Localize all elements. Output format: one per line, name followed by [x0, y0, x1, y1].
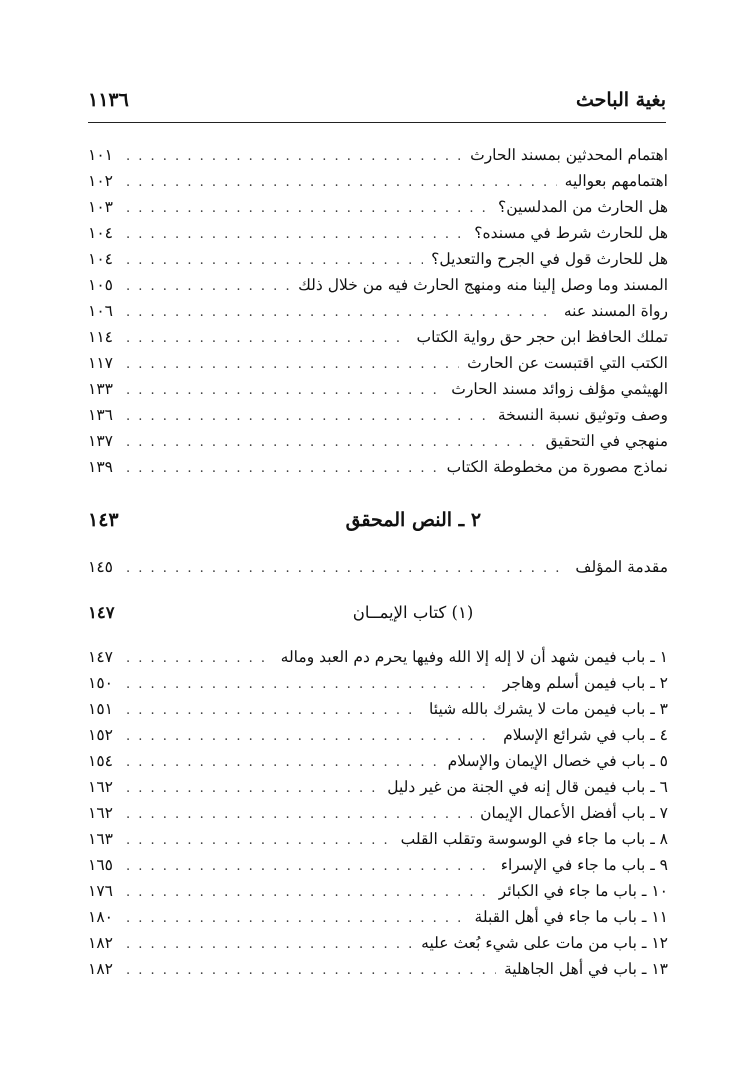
leader-dots [126, 776, 379, 802]
toc-entry-title: ١٣ ـ باب في أهل الجاهلية [503, 960, 668, 978]
leader-dots [126, 430, 538, 456]
leader-dots [126, 724, 495, 750]
leader-dots [126, 456, 439, 482]
toc-entry [88, 696, 668, 722]
toc-entry-title: رواة المسند عنه [563, 302, 668, 320]
toc-entry [88, 826, 668, 852]
toc-entry-title: هل للحارث شرط في مسنده؟ [474, 224, 668, 242]
toc-entry-title: الكتب التي اقتبست عن الحارث [467, 354, 668, 372]
toc-entry-title: المسند وما وصل إلينا منه ومنهج الحارث فيه من خلال ذلك [298, 276, 668, 294]
leader-dots [126, 802, 472, 828]
toc-entry [88, 272, 668, 298]
toc-entry-page: ١٠١ [88, 146, 113, 164]
leader-dots [126, 698, 421, 724]
toc-entry [88, 376, 668, 402]
toc-entry-page: ١٠٤ [88, 224, 113, 242]
toc-entry-title: مقدمة المؤلف [575, 558, 668, 576]
toc-entry-page: ١٦٢ [88, 804, 113, 822]
toc-entry [88, 454, 668, 480]
toc-entry [88, 670, 668, 696]
toc-entry-page: ١٦٣ [88, 830, 113, 848]
book-heading [88, 594, 668, 630]
toc-entry [88, 878, 668, 904]
leader-dots [126, 378, 443, 404]
leader-dots [126, 828, 393, 854]
leader-dots [126, 672, 495, 698]
toc-entry-page: ١٥١ [88, 700, 113, 718]
toc-entry-page: ١٤٧ [88, 648, 113, 666]
toc-entry [88, 722, 668, 748]
toc-entry-title: وصف وتوثيق نسبة النسخة [497, 406, 668, 424]
toc-entry-page: ١٣٦ [88, 406, 113, 424]
toc-entry-title: ٤ ـ باب في شرائع الإسلام [503, 726, 668, 744]
toc-entry [88, 904, 668, 930]
header-rule [88, 122, 666, 123]
leader-dots [126, 906, 467, 932]
leader-dots [126, 144, 462, 170]
leader-dots [126, 958, 496, 984]
toc-entry-page: ١٥٠ [88, 674, 113, 692]
toc-entry-title: ٩ ـ باب ما جاء في الإسراء [500, 856, 668, 874]
toc-entry-page: ١٧٦ [88, 882, 113, 900]
leader-dots [126, 300, 556, 326]
toc-entry-page: ١٤٥ [88, 558, 113, 576]
toc-entry-page: ١٣٩ [88, 458, 113, 476]
toc-entry [88, 428, 668, 454]
toc-entry [88, 748, 668, 774]
toc-entry-title: ١١ ـ باب ما جاء في أهل القبلة [474, 908, 668, 926]
chapter-list [88, 644, 668, 982]
toc-entry [88, 220, 668, 246]
leader-dots [126, 854, 493, 880]
book-title-heading: (١) كتاب الإيمــان [352, 602, 474, 622]
toc-entry-page: ١٨٢ [88, 960, 113, 978]
leader-dots [126, 196, 490, 222]
toc-entry-page: ١٠٢ [88, 172, 113, 190]
leader-dots [126, 404, 490, 430]
toc-entry-page: ١٣٣ [88, 380, 113, 398]
toc-entry-title: هل الحارث من المدلسين؟ [497, 198, 668, 216]
leader-dots [126, 646, 273, 672]
toc-entry-page: ١٦٥ [88, 856, 113, 874]
toc-entry-title: اهتمامهم بعواليه [564, 172, 668, 190]
leader-dots [126, 222, 466, 248]
toc-entry-title: ٨ ـ باب ما جاء في الوسوسة وتقلب القلب [400, 830, 668, 848]
leader-dots [126, 248, 423, 274]
toc-entry-title: هل للحارث قول في الجرح والتعديل؟ [431, 250, 668, 268]
toc-entry [88, 774, 668, 800]
toc-entry-page: ١٣٧ [88, 432, 113, 450]
leader-dots [126, 750, 440, 776]
toc-entry [88, 930, 668, 956]
toc-entry-title: ٢ ـ باب فيمن أسلم وهاجر [502, 674, 668, 692]
toc-entry-page: ١٥٤ [88, 752, 113, 770]
book-title: بغية الباحث [576, 89, 666, 111]
leader-dots [126, 274, 290, 300]
toc-entry-title: ٥ ـ باب في خصال الإيمان والإسلام [447, 752, 668, 770]
toc-entry [88, 324, 668, 350]
toc-entry [88, 402, 668, 428]
toc-entry-page: ١٠٥ [88, 276, 113, 294]
leader-dots [126, 932, 413, 958]
running-head [88, 86, 666, 114]
section-title: ٢ ـ النص المحقق [345, 509, 482, 531]
toc-entry-title: ١٢ ـ باب من مات على شيء بُعث عليه [421, 934, 668, 952]
page-number: ١١٣٦ [88, 89, 129, 111]
toc-entry-page: ١٨٠ [88, 908, 113, 926]
toc-entry-page: ١٨٢ [88, 934, 113, 952]
toc-entry [88, 246, 668, 272]
section-page: ١٤٣ [88, 509, 119, 531]
leader-dots [126, 326, 409, 352]
toc-entry [88, 168, 668, 194]
toc-entry-page: ١١٤ [88, 328, 113, 346]
leader-dots [126, 352, 459, 378]
toc-entry [88, 350, 668, 376]
toc-entry-title: منهجي في التحقيق [545, 432, 668, 450]
toc-entry [88, 644, 668, 670]
toc-entry-page: ١٦٢ [88, 778, 113, 796]
table-of-contents [88, 142, 668, 982]
toc-entry-title: الهيثمي مؤلف زوائد مسند الحارث [451, 380, 668, 398]
toc-entry-page: ١٠٦ [88, 302, 113, 320]
toc-entry-title: ١٠ ـ باب ما جاء في الكبائر [498, 882, 668, 900]
toc-entry-title: ٧ ـ باب أفضل الأعمال الإيمان [480, 804, 668, 822]
toc-entry-page: ١٥٢ [88, 726, 113, 744]
toc-entry-title: تملك الحافظ ابن حجر حق رواية الكتاب [416, 328, 668, 346]
toc-entry [88, 852, 668, 878]
toc-entry-title: ١ ـ باب فيمن شهد أن لا إله إلا الله وفيها يحرم دم العبد وماله [280, 648, 668, 666]
toc-entry-page: ١١٧ [88, 354, 113, 372]
leader-dots [126, 170, 557, 196]
toc-entry [88, 956, 668, 982]
toc-entry-title: ٦ ـ باب فيمن قال إنه في الجنة من غير دليل [387, 778, 668, 796]
toc-entry [88, 194, 668, 220]
toc-entry-title: ٣ ـ باب فيمن مات لا يشرك بالله شيئا [429, 700, 668, 718]
toc-entry-intro [88, 554, 668, 580]
toc-entry [88, 142, 668, 168]
section-heading [88, 500, 668, 540]
toc-entry-page: ١٠٤ [88, 250, 113, 268]
book-page: ١٤٧ [88, 602, 115, 622]
leader-dots [126, 556, 567, 582]
toc-entry-title: نماذج مصورة من مخطوطة الكتاب [446, 458, 668, 476]
toc-entry-title: اهتمام المحدثين بمسند الحارث [470, 146, 668, 164]
toc-part1 [88, 142, 668, 480]
toc-entry [88, 800, 668, 826]
toc-entry-page: ١٠٣ [88, 198, 113, 216]
leader-dots [126, 880, 491, 906]
toc-entry [88, 298, 668, 324]
